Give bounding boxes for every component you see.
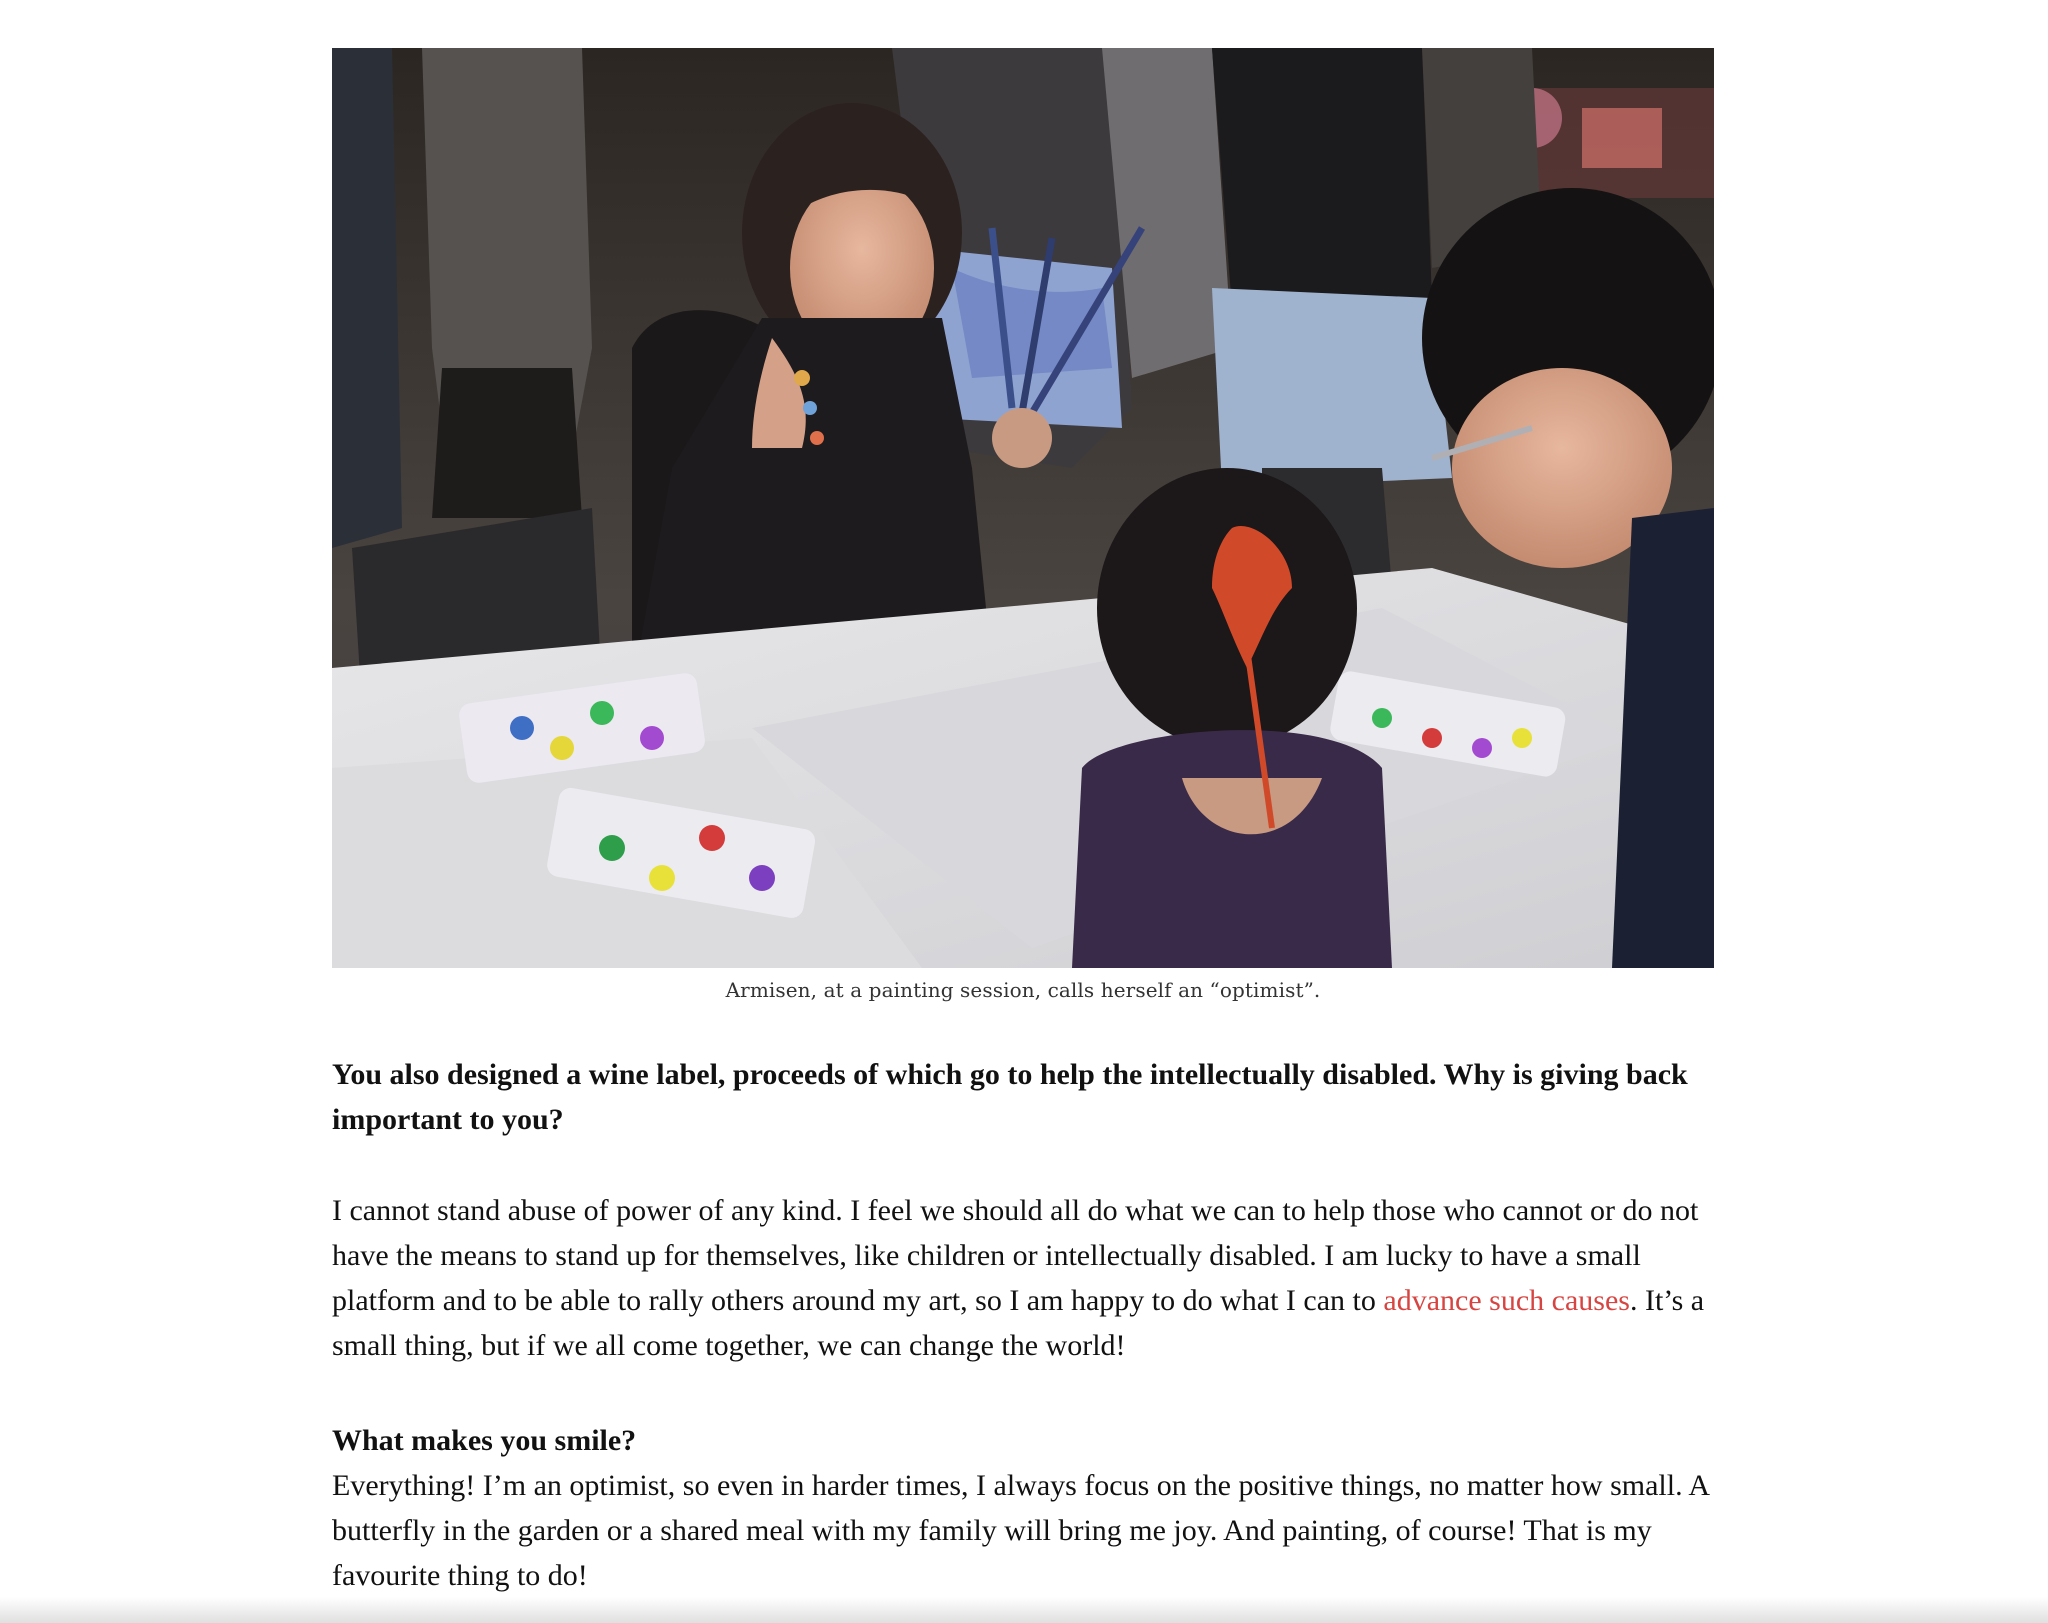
advance-causes-link[interactable]: advance such causes (1383, 1284, 1630, 1317)
photo-caption: Armisen, at a painting session, calls herself an “optimist”. (725, 978, 1321, 1002)
answer-1-text-after-link: . It’s a small thing, but if we all come together, we can change the world! (332, 1284, 1705, 1362)
interview-answer-2: Everything! I’m an optimist, so even in harder times, I always focus on the positive things, no matter how small. A butterfly in the garden or a shared meal with my family will bring me joy. And painting, of course! That is my favourite thing to do! (332, 1469, 1709, 1592)
interview-answer-1 (332, 1188, 1714, 1368)
painting-session-photo (332, 48, 1714, 968)
interview-question-2: What makes you smile? (332, 1424, 637, 1457)
article-photo (332, 48, 1714, 968)
bottom-scroll-shadow (0, 1597, 2048, 1623)
answer-1-text-before-link: I cannot stand abuse of power of any kind. I feel we should all do what we can to help those who cannot or do not have the means to stand up for themselves, like children or intellectually disabled. I am lucky to have a small platform and to be able to rally others around my art, so I am happy to do what I can to (332, 1194, 1699, 1317)
interview-question-1: You also designed a wine label, proceeds of which go to help the intellectually disabled. Why is giving back important to you? (332, 1058, 1688, 1136)
